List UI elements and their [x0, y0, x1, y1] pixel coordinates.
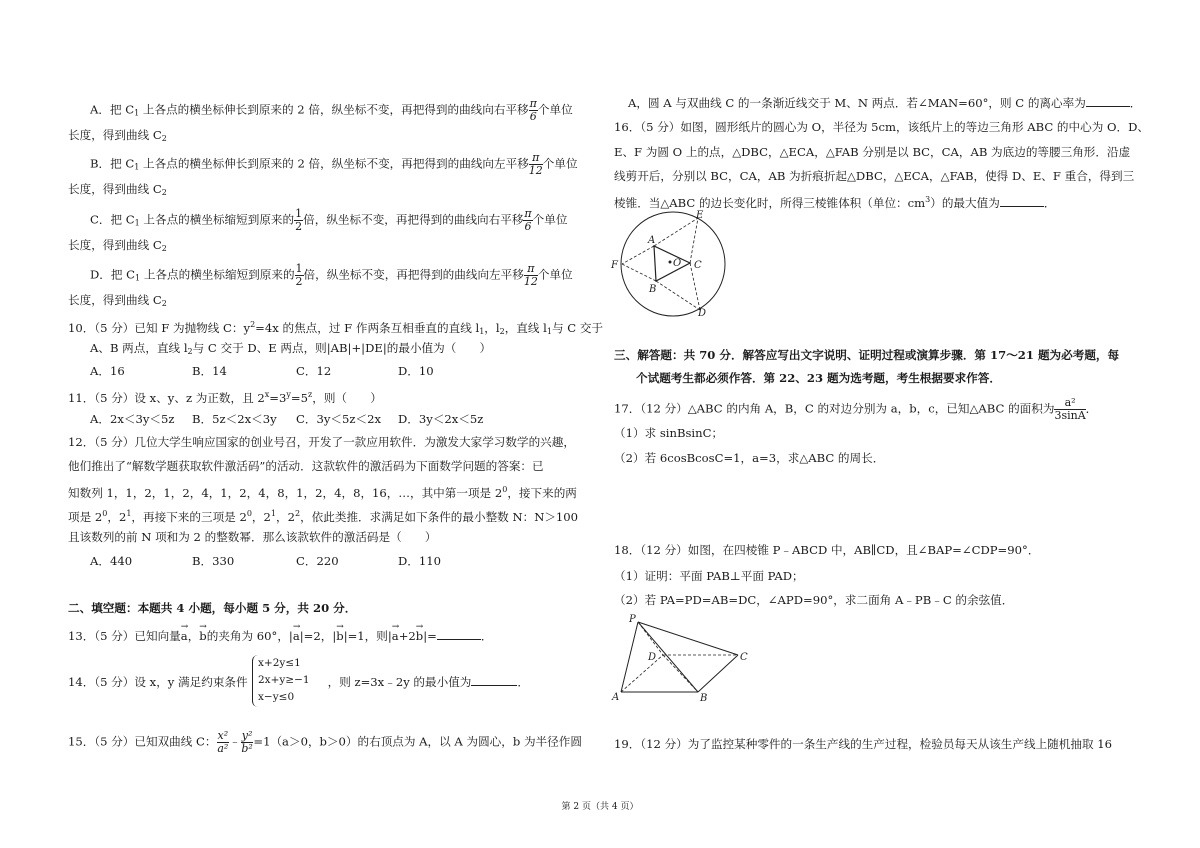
q9-option-b-tail: 长度，得到曲线 C2 [68, 182, 167, 197]
q11-option-c: C．3y＜5z＜2x [296, 412, 381, 426]
q14-answer-blank [471, 685, 517, 686]
q11-option-a: A．2x＜3y＜5z [90, 412, 175, 426]
q13-answer-blank [437, 639, 481, 640]
q12-option-c: C．220 [296, 554, 339, 568]
pyramid-hidden-edges [621, 622, 738, 692]
q9-option-a: A．把 C1 上各点的横坐标伸长到原来的 2 倍，纵坐标不变，再把得到的曲线向右平移 $\frac{\pi}{6}$ 个单位 [90, 97, 573, 123]
q17-stem: 17．（12 分）△ABC 的内角 A，B，C 的对边分别为 a，b，c，已知△ABC 的面积为 $\frac{\text{a²}}{3\sin A}$ ． [614, 396, 1098, 422]
q16-line4: 棱锥．当△ABC 的边长变化时，所得三棱锥体积（单位：$cm^3$）的最大值为 ． [614, 195, 1056, 210]
q9-option-c: C．把 C1 上各点的横坐标缩短到原来的 $\frac{1}{2}$ 倍，纵坐标不变，再把得到的曲线向右平移 $\frac{\pi}{6}$ 个单位 [90, 207, 568, 233]
q18-part1: （1）证明：平面 PAB⊥平面 PAD； [614, 569, 804, 583]
label-c: C [740, 652, 748, 663]
q12-line4: 项是 $2^0$，$2^1$，再接下来的三项是 $2^0$，$2^1$，$2^2$，依此类推．求满足如下条件的最小整数 N：N＞100 [68, 509, 579, 524]
pyramid-solid-edges [621, 622, 738, 692]
q10-line1: 10．（5 分）已知 F 为抛物线 C：$y^2=4x$ 的焦点，过 F 作两条互相垂直的直线 l1，l2，直线 l1与 C 交于 [68, 320, 604, 336]
section-2-heading: 二、填空题：本题共 4 小题，每小题 5 分，共 20 分． [68, 601, 357, 615]
q10-option-d: D．10 [398, 364, 434, 378]
q14-constraints: x+2y≤1 2x+y≥−1 x−y≤0 [258, 657, 310, 703]
label-d: D [698, 308, 707, 318]
q12-option-b: B．330 [192, 554, 235, 568]
q9-option-c-tail: 长度，得到曲线 C2 [68, 238, 167, 253]
q18-stem: 18．（12 分）如图，在四棱锥 P﹣ABCD 中，AB∥CD，且∠BAP=∠CDP=90°． [614, 543, 1040, 557]
q16-line3: 线剪开后，分别以 BC，CA，AB 为折痕折起△DBC，△ECA，△FAB，使得 D、E、F 重合，得到三 [614, 169, 1135, 183]
q12-line3: 知数列 1，1，2，1，2，4，1，2，4，8，1，2，4，8，16，…，其中第一项是 $2^0$，接下来的两 [68, 485, 577, 500]
q17-part2: （2）若 6cosBcosC=1，a=3，求△ABC 的周长． [614, 451, 885, 465]
q15-answer-blank [1086, 106, 1130, 107]
q13-stem: 13．（5 分）已知向量→ a，→ b的夹角为 60°，|→ a|=2，|→ b|=1，则|→ a+2→ b|= ． [68, 628, 492, 644]
q12-line5: 且该数列的前 N 项和为 2 的整数幂．那么该款软件的激活码是（ ） [68, 530, 437, 544]
label-b: B [649, 284, 657, 295]
q10-line2: A、B 两点，直线 l2与 C 交于 D、E 两点，则|AB|+|DE|的最小值为（ ） [90, 341, 492, 356]
q15-stem: 15．（5 分）已知双曲线 C： $\frac{\text{x²}}{\text{a²}}$ ﹣ $\frac{\text{y²}}{\text{b²}}$ =1（a＞0，b＞0）的右顶点为 A，以 A 为圆心，b 为半径作圆 [68, 729, 582, 755]
triangle-abc [654, 246, 690, 281]
q9-option-b: B．把 C1 上各点的横坐标伸长到原来的 2 倍，纵坐标不变，再把得到的曲线向左平移 $\frac{\pi}{12}$ 个单位 [90, 151, 578, 177]
q16-answer-blank [1000, 206, 1044, 207]
q11-option-b: B．5z＜2x＜3y [192, 412, 277, 426]
label-e: E [696, 210, 704, 221]
q9-option-d: D．把 C1 上各点的横坐标缩短到原来的 $\frac{1}{2}$ 倍，纵坐标不变，再把得到的曲线向左平移 $\frac{\pi}{12}$ 个单位 [90, 262, 573, 288]
section-3-heading-line2: 个试题考生都必须作答．第 22、23 题为选考题，考生根据要求作答． [636, 371, 1001, 385]
q10-option-a: A．16 [90, 364, 125, 378]
label-o: O [673, 258, 682, 269]
page-footer: 第 2 页（共 4 页） [561, 802, 639, 812]
label-a: A [648, 235, 656, 246]
label-b: B [700, 693, 708, 704]
q12-option-a: A．440 [90, 554, 133, 568]
q11-option-d: D．3y＜2x＜5z [398, 412, 484, 426]
q9-option-d-tail: 长度，得到曲线 C2 [68, 293, 167, 308]
label-p: P [629, 614, 636, 625]
q16-line2: E、F 为圆 O 上的点，△DBC，△ECA，△FAB 分别是以 BC，CA，AB 为底边的等腰三角形．沿虚 [614, 145, 1131, 159]
center-dot [669, 261, 672, 264]
q18-part2: （2）若 PA=PD=AB=DC，∠APD=90°，求二面角 A﹣PB﹣C 的余弦值． [614, 593, 1014, 607]
label-c: C [694, 260, 702, 271]
label-f: F [611, 260, 618, 271]
q16-line1: 16．（5 分）如图，圆形纸片的圆心为 O，半径为 5cm，该纸片上的等边三角形 ABC 的中心为 O．D、 [614, 120, 1149, 134]
q19-stem: 19．（12 分）为了监控某种零件的一条生产线的生产过程，检验员每天从该生产线上随机抽取 16 [614, 737, 1112, 751]
q18-pyramid-figure [608, 608, 758, 704]
q11-stem: 11．（5 分）设 x、y、z 为正数，且 $2^x=3^y=5^z$，则（ ） [68, 390, 382, 405]
q16-circle-figure [608, 206, 728, 318]
q12-line1: 12．（5 分）几位大学生响应国家的创业号召，开发了一款应用软件．为激发大家学习数学的兴趣， [68, 435, 575, 449]
section-3-heading-line1: 三、解答题：共 70 分．解答应写出文字说明、证明过程或演算步骤．第 17～21 题为必考题，每 [614, 348, 1120, 362]
label-d: D [648, 652, 657, 663]
q12-line2: 他们推出了“解数学题获取软件激活码”的活动．这款软件的激活码为下面数学问题的答案：已 [68, 459, 544, 473]
q14-stem: 14．（5 分）设 x，y 满足约束条件 ，则 z=3x﹣2y 的最小值为 ． [68, 675, 530, 689]
q17-part1: （1）求 sinBsinC； [614, 426, 724, 440]
q15-continued: A，圆 A 与双曲线 C 的一条渐近线交于 M、N 两点．若∠MAN=60°，则 C 的离心率为 ． [628, 96, 1142, 110]
q10-option-c: C．12 [296, 364, 332, 378]
q9-option-a-tail: 长度，得到曲线 C2 [68, 128, 167, 143]
q12-option-d: D．110 [398, 554, 442, 568]
q10-option-b: B．14 [192, 364, 227, 378]
label-a: A [612, 692, 620, 703]
